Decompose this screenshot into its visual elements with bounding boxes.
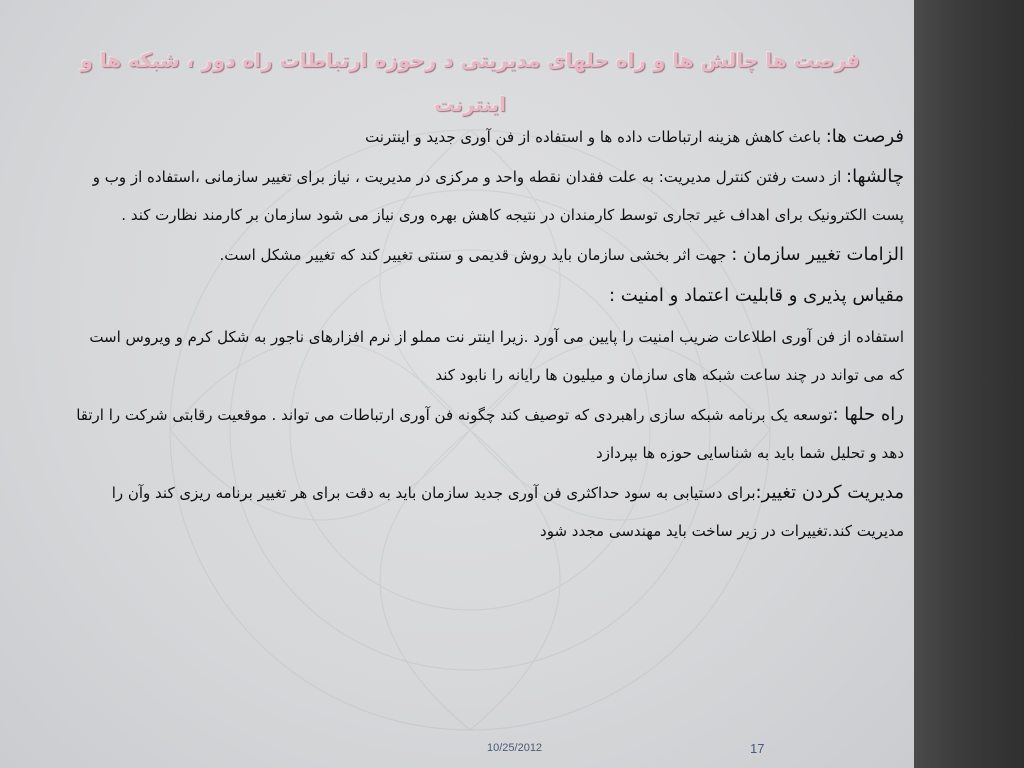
paragraph-text: از دست رفتن کنترل مدیریت: به علت فقدان نقطه واحد و مرکزی در مدیریت ، نیاز برای تغییر سازمانی ،استفاده از وب و پست الکترونیک برای اهداف غیر تجاری توسط کارمندان در نتیجه کاهش بهره وری نیاز می شود سازمان بر کارمند نظارت کند . [92,168,904,224]
paragraph-security [74,318,904,394]
paragraph-text: جهت اثر بخشی سازمان باید روش قدیمی و سنتی تغییر کند که تغییر مشکل است. [219,246,732,264]
footer-page-number: 17 [750,741,765,756]
paragraph-lead: راه حلها : [832,404,904,425]
paragraph-text: باعث کاهش هزینه ارتباطات داده ها و استفاده از فن آوری جدید و اینترنت [365,128,826,146]
paragraph-opportunities [74,118,904,156]
paragraph-lead: فرصت ها: [825,126,904,147]
slide-content [74,118,904,552]
section-heading: مقیاس پذیری و قابلیت اعتماد و امنیت : [608,285,904,306]
paragraph-change-management [74,474,904,550]
paragraph-challenges [74,158,904,234]
paragraph-text: توسعه یک برنامه شبکه سازی راهبردی که توصیف کند چگونه فن آوری ارتباطات می تواند . موقعیت رقابتی شرکت را ارتقا دهد و تحلیل شما باید به شناسایی حوزه ها بپردازد [76,406,904,462]
paragraph-text: استفاده از فن آوری اطلاعات ضریب امنیت را پایین می آورد .زیرا اینتر نت مملو از نرم افزارهای ناجور به شکل کرم و ویروس است که می تواند در چند ساعت شبکه های سازمان و میلیون ها رایانه را نابود کند [89,328,904,384]
slide-title: فرصت ها چالش ها و راه حلهای مدیریتی د رحوزه ارتباطات راه دور ، شبکه ها و اینترنت [80,48,860,116]
paragraph-solutions [74,396,904,472]
footer-date: 10/25/2012 [487,742,543,754]
paragraph-text: برای دستیابی به سود حداکثری فن آوری جدید سازمان باید به دقت برای هر تغییر برنامه ریزی کند وآن را مدیریت کند.تغییرات در زیر ساخت باید مهندسی مجدد شود [111,484,904,540]
side-decoration-bar [914,0,1024,768]
paragraph-organizational-change [74,236,904,274]
paragraph-lead: چالشها: [846,166,904,187]
paragraph-lead: الزامات تغییر سازمان : [731,244,904,265]
paragraph-lead: مدیریت کردن تغییر: [755,482,904,503]
